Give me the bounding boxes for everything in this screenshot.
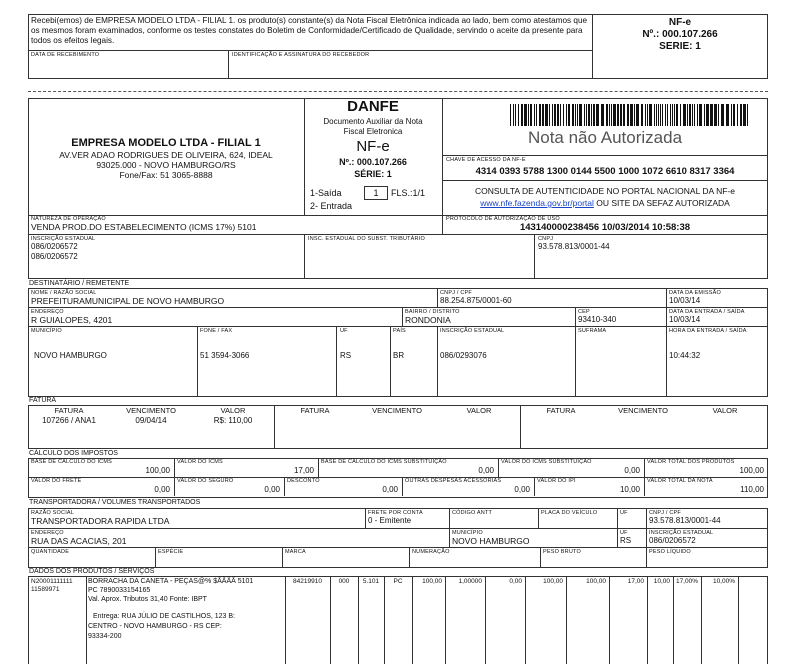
barcode-bar (617, 104, 619, 126)
prod-desc5: CENTRO - NOVO HAMBURGO - RS CEP: (88, 623, 222, 630)
produtos-col-div-11 (647, 576, 648, 664)
danfe-serie: SÉRIE: 1 (354, 169, 392, 179)
produtos-value-6: 0,00 (509, 578, 522, 585)
dest-v7 (390, 326, 391, 397)
transp-qtd-label: QUANTIDADE (31, 549, 70, 555)
barcode-bar (566, 104, 567, 126)
canhoto-text: Recebi(emos) de EMPRESA MODELO LTDA - FILIAL 1. os produto(s) constante(s) da Nota Fiscal Eletrônica indicada ao lado, bem como atestamos que os mesmos foram examinados, conforme os testes constates do Boletim de Conformidade/Certificado de Qualidade, servindo o aceite da presente para todos os efeitos legais. (31, 16, 588, 45)
produtos-col-div-13 (701, 576, 702, 664)
barcode-bar (654, 104, 655, 126)
barcode-bar (515, 104, 516, 126)
barcode-bar (584, 104, 585, 126)
dest-hora-label: HORA DA ENTRADA / SAÍDA (669, 328, 747, 334)
barcode-bar (593, 104, 595, 126)
transp-cnpj-label: CNPJ / CPF (649, 510, 681, 516)
identificacao-label: IDENTIFICAÇÃO E ASSINATURA DO RECEBEDOR (232, 52, 370, 58)
transp-v8 (409, 547, 410, 568)
produtos-col-div-5 (412, 576, 413, 664)
produtos-value-2: 5.101 (362, 578, 380, 585)
barcode-bar (672, 104, 673, 126)
barcode-bar (683, 104, 686, 126)
barcode-bar (557, 104, 559, 126)
produtos-value-12: 10,00% (712, 578, 735, 585)
portal-link[interactable]: www.nfe.fazenda.gov.br/portal (480, 198, 594, 208)
prod-desc2: PC 7890033154165 (88, 587, 151, 594)
barcode-bar (539, 104, 541, 126)
barcode-bar (743, 104, 746, 126)
fatura-header-7: VENCIMENTO (618, 406, 668, 415)
barcode-bar (641, 104, 643, 126)
dest-endereco: R GUIALOPES, 4201 (31, 315, 113, 325)
dest-ie-label: INSCRIÇÃO ESTADUAL (440, 328, 505, 334)
barcode-bar (647, 104, 648, 126)
barcode-bar (530, 104, 532, 126)
danfe-sub2: Fiscal Eletronica (343, 127, 403, 136)
barcode-bar (601, 104, 604, 126)
barcode-bar (609, 104, 610, 126)
prod-desc6: 93334-200 (88, 633, 122, 640)
transp-h1 (28, 528, 768, 529)
impostos-row1-label-4: VALOR TOTAL DOS PRODUTOS (647, 459, 735, 465)
barcode-bar (704, 104, 705, 126)
dest-cep-label: CEP (578, 309, 590, 315)
fatura-header-8: VALOR (712, 406, 738, 415)
barcode-bar (572, 104, 574, 126)
impostos-row2-value-0: 0,00 (154, 485, 170, 494)
barcode-bar (623, 104, 625, 126)
transp-v9 (540, 547, 541, 568)
impostos-row1-value-1: 17,00 (293, 466, 314, 475)
produtos-value-0: 84219910 (293, 578, 322, 585)
barcode-bar (706, 104, 709, 126)
dest-v1 (437, 288, 438, 307)
barcode-bar (568, 104, 570, 126)
impostos-row2-value-1: 0,00 (264, 485, 280, 494)
dest-cep: 93410-340 (578, 315, 617, 324)
transp-esp-label: ESPÉCIE (158, 549, 184, 555)
prod-desc4: Entrega: RUA JÚLIO DE CASTILHOS, 123 B: (93, 613, 235, 620)
danfe-numero: Nº.: 000.107.266 (339, 157, 407, 167)
barcode-bar (649, 104, 652, 126)
barcode-bar (747, 104, 748, 126)
barcode-bar (710, 104, 713, 126)
dest-h1 (28, 307, 768, 308)
barcode-bar (660, 104, 661, 126)
chave-label: CHAVE DE ACESSO DA NF-E (446, 157, 526, 163)
barcode-bar (510, 104, 511, 126)
transp-razao: TRANSPORTADORA RAPIDA LTDA (31, 516, 170, 526)
ie-value1: 086/0206572 (31, 242, 78, 251)
danfe-title: DANFE (347, 98, 399, 115)
natureza-label: NATUREZA DE OPERAÇÃO (31, 216, 106, 222)
barcode-bar (563, 104, 564, 126)
fatura-header-3: FATURA (300, 406, 330, 415)
ie-value2: 086/0206572 (31, 252, 78, 261)
impostos-row1-label-0: BASE DE CÁLCULO DO ICMS (31, 459, 113, 465)
impostos-row2-label-3: OUTRAS DESPESAS ACESSÓRIAS (405, 478, 502, 484)
transp-marca-label: MARCA (285, 549, 306, 555)
barcode-bar (606, 104, 608, 126)
prod-desc3: Val. Aprox. Tributos 31,40 Fonte: IBPT (88, 596, 207, 603)
barcode-bar (613, 104, 616, 126)
natureza-value: VENDA PROD.DO ESTABELECIMENTO (ICMS 17%) 5101 (31, 222, 257, 232)
transp-bruto-label: PESO BRUTO (543, 549, 581, 555)
canhoto-nfe: NF-e (668, 17, 692, 28)
barcode-bar (699, 104, 702, 126)
barcode-bar (689, 104, 691, 126)
produtos-col-div-8 (525, 576, 526, 664)
dest-v5 (197, 326, 198, 397)
transp-placa-label: PLACA DO VEÍCULO (541, 510, 598, 516)
produtos-value-11: 17,00% (675, 578, 698, 585)
barcode-bar (588, 104, 590, 126)
canhoto-divider2 (228, 50, 229, 79)
impostos-section: CÁLCULO DOS IMPOSTOS (29, 450, 118, 457)
produtos-col-div-12 (673, 576, 674, 664)
barcode-bar (740, 104, 742, 126)
dest-pais: BR (393, 351, 405, 360)
cut-line (28, 91, 768, 92)
produtos-col-div-3 (358, 576, 359, 664)
dest-cnpj-label: CNPJ / CPF (440, 290, 472, 296)
transp-v7 (282, 547, 283, 568)
impostos-row2-value-3: 0,00 (514, 485, 530, 494)
impostos-row2-label-4: VALOR DO IPI (537, 478, 576, 484)
impostos-row1-label-2: BASE DE CÁLCULO DO ICMS SUBSTITUIÇÃO (321, 459, 447, 465)
header-h2 (442, 180, 768, 181)
transp-ie-label: INSCRIÇÃO ESTADUAL (649, 530, 714, 536)
barcode-bar (575, 104, 576, 126)
danfe-tipo-box: 1 (364, 186, 388, 200)
barcode-bar (667, 104, 668, 126)
transp-endereco: RUA DAS ACACIAS, 201 (31, 536, 127, 546)
fatura-section: FATURA (29, 397, 57, 404)
barcode-bar (524, 104, 527, 126)
transp-municipio: NOVO HAMBURGO (452, 536, 530, 546)
produtos-col-div-10 (609, 576, 610, 664)
produtos-col-div-2 (330, 576, 331, 664)
data-recebimento-label: DATA DE RECEBIMENTO (31, 52, 100, 58)
ie-st-label: INSC. ESTADUAL DO SUBST. TRIBUTÁRIO (308, 236, 425, 242)
barcode (510, 104, 750, 126)
barcode-bar (676, 104, 678, 126)
transp-uf2-label: UF (620, 530, 628, 536)
barcode-bar (591, 104, 592, 126)
transp-v2 (449, 508, 450, 547)
dest-bairro: RONDONIA (405, 315, 451, 325)
fatura-vencimento: 09/04/14 (135, 416, 167, 425)
cnpj-emit-label: CNPJ (538, 236, 554, 242)
transp-liq-label: PESO LÍQUIDO (649, 549, 691, 555)
barcode-bar (674, 104, 675, 126)
barcode-bar (596, 104, 599, 126)
status-text: Nota não Autorizada (527, 128, 683, 147)
dest-nome-label: NOME / RAZÃO SOCIAL (31, 290, 97, 296)
produtos-value-8: 100,00 (586, 578, 606, 585)
transp-v5 (646, 508, 647, 568)
emitente-endereco: AV.VER ADAO RODRIGUES DE OLIVEIRA, 624, IDEAL (59, 150, 273, 160)
barcode-bar (521, 104, 523, 126)
dest-endereco-label: ENDEREÇO (31, 309, 64, 315)
produtos-value-3: PC (393, 578, 403, 585)
transp-v4 (617, 508, 618, 547)
dest-cnpj: 88.254.875/0001-60 (440, 296, 512, 305)
transp-antt-label: CÓDIGO ANTT (452, 510, 493, 516)
dest-section: DESTINATÁRIO / REMETENTE (29, 280, 130, 287)
barcode-bar (627, 104, 629, 126)
barcode-bar (536, 104, 537, 126)
dest-entrada: 10/03/14 (669, 315, 701, 324)
dest-nome: PREFEITURAMUNICIPAL DE NOVO HAMBURGO (31, 296, 225, 306)
impostos-row1-value-0: 100,00 (145, 466, 170, 475)
canhoto-divider (592, 14, 593, 79)
transp-section: TRANSPORTADORA / VOLUMES TRANSPORTADOS (29, 499, 201, 506)
produtos-col-div-14 (738, 576, 739, 664)
transp-v3 (538, 508, 539, 528)
barcode-bar (714, 104, 717, 126)
barcode-bar (534, 104, 535, 126)
produtos-col-div-9 (566, 576, 567, 664)
transp-uf-label: UF (620, 510, 628, 516)
fatura-header-0: FATURA (54, 406, 84, 415)
impostos-row2-label-2: DESCONTO (287, 478, 320, 484)
barcode-bar (662, 104, 663, 126)
produtos-value-7: 100,00 (543, 578, 563, 585)
barcode-bar (731, 104, 732, 126)
prod-desc1: BORRACHA DA CANETA - PEÇAS@% $ÃÃÃÃ 5101 (88, 578, 254, 585)
header-h3 (28, 215, 768, 216)
transp-v1 (365, 508, 366, 528)
header-h1 (442, 155, 768, 156)
dest-fone: 51 3594-3066 (200, 351, 250, 360)
danfe-entrada: 2- Entrada (310, 201, 353, 211)
header-div2 (442, 98, 443, 215)
dest-suframa-label: SUFRAMA (578, 328, 607, 334)
header-div1 (304, 98, 305, 215)
header-div4 (304, 234, 305, 279)
dest-hora: 10:44:32 (669, 351, 701, 360)
impostos-row2-label-0: VALOR DO FRETE (31, 478, 82, 484)
chave-value: 4314 0393 5788 1300 0144 5500 1000 1072 6610 8317 3364 (475, 166, 735, 177)
produtos-value-9: 17,00 (627, 578, 644, 585)
canhoto-numero: Nº.: 000.107.266 (642, 29, 718, 40)
danfe-saida: 1-Saída (310, 188, 342, 198)
transp-v6 (155, 547, 156, 568)
impostos-row2-label-5: VALOR TOTAL DA NOTA (647, 478, 713, 484)
barcode-bar (579, 104, 582, 126)
emitente-nome: EMPRESA MODELO LTDA - FILIAL 1 (71, 137, 261, 149)
dest-emissao: 10/03/14 (669, 296, 701, 305)
canhoto-serie: SERIE: 1 (659, 41, 701, 52)
cnpj-emit-value: 93.578.813/0001-44 (538, 242, 610, 251)
barcode-bar (586, 104, 587, 126)
transp-mun-label: MUNICÍPIO (452, 530, 483, 536)
danfe-nfe: NF-e (356, 138, 390, 155)
barcode-bar (630, 104, 633, 126)
impostos-row2-value-4: 10,00 (619, 485, 640, 494)
produtos-section: DADOS DOS PRODUTOS / SERVIÇOS (29, 568, 155, 575)
barcode-bar (694, 104, 695, 126)
barcode-bar (549, 104, 550, 126)
transp-razao-label: RAZÃO SOCIAL (31, 510, 75, 516)
protocolo-value: 143140000238456 10/03/2014 10:58:38 (519, 222, 691, 233)
impostos-row1-label-3: VALOR DO ICMS SUBSTITUIÇÃO (501, 459, 592, 465)
barcode-bar (670, 104, 671, 126)
protocolo-label: PROTOCOLO DE AUTORIZAÇÃO DE USO (446, 216, 560, 222)
barcode-bar (665, 104, 666, 126)
produtos-value-4: 100,00 (422, 578, 442, 585)
ie-label: INSCRIÇÃO ESTADUAL (31, 236, 96, 242)
barcode-bar (656, 104, 657, 126)
barcode-bar (560, 104, 561, 126)
produtos-value-10: 10,00 (653, 578, 670, 585)
barcode-bar (513, 104, 514, 126)
produtos-col-div-7 (485, 576, 486, 664)
transp-ie: 086/0206572 (649, 536, 696, 545)
barcode-bar (697, 104, 698, 126)
barcode-bar (554, 104, 556, 126)
transp-frete-label: FRETE POR CONTA (368, 510, 423, 516)
produtos-value-1: 000 (338, 578, 350, 585)
produtos-col-div-1 (285, 576, 286, 664)
impostos-row1-value-3: 0,00 (624, 466, 640, 475)
dest-h2 (28, 326, 768, 327)
barcode-bar (542, 104, 544, 126)
barcode-bar (680, 104, 681, 126)
produtos-col-div-6 (445, 576, 446, 664)
fatura-valor: R$: 110,00 (213, 416, 253, 425)
barcode-bar (692, 104, 693, 126)
fatura-header-2: VALOR (220, 406, 246, 415)
consulta-line1: CONSULTA DE AUTENTICIDADE NO PORTAL NACIONAL DA NF-e (475, 186, 735, 196)
barcode-bar (528, 104, 529, 126)
dest-entrada-label: DATA DA ENTRADA / SAÍDA (669, 309, 745, 315)
fatura-numero: 107266 / ANA1 (42, 416, 96, 425)
dest-municipio-label: MUNICÍPIO (31, 328, 62, 334)
impostos-row1-value-4: 100,00 (739, 466, 764, 475)
transp-num-label: NUMERAÇÃO (412, 549, 450, 555)
fatura-header-6: FATURA (546, 406, 576, 415)
impostos-row1-label-1: VALOR DO ICMS (177, 459, 223, 465)
dest-v6 (336, 326, 337, 397)
fatura-header-1: VENCIMENTO (126, 406, 176, 415)
dest-bairro-label: BAIRRO / DISTRITO (405, 309, 460, 315)
transp-frete: 0 - Emitente (368, 516, 412, 525)
impostos-row1-value-2: 0,00 (478, 466, 494, 475)
dest-uf-label: UF (340, 328, 348, 334)
barcode-bar (645, 104, 646, 126)
dest-pais-label: PAÍS (393, 328, 406, 334)
barcode-bar (634, 104, 635, 126)
dest-v4 (575, 307, 576, 397)
fatura-header-4: VENCIMENTO (372, 406, 422, 415)
danfe-fls: FLS.:1/1 (391, 188, 426, 198)
fatura-header-5: VALOR (466, 406, 492, 415)
barcode-bar (620, 104, 622, 126)
emitente-fone: Fone/Fax: 51 3065-8888 (119, 170, 213, 180)
barcode-bar (721, 104, 724, 126)
barcode-bar (552, 104, 553, 126)
barcode-bar (687, 104, 688, 126)
produtos-col-div-0 (86, 576, 87, 664)
barcode-bar (577, 104, 578, 126)
header-div3 (442, 215, 443, 234)
barcode-bar (636, 104, 639, 126)
dest-v2 (666, 288, 667, 397)
transp-end-label: ENDEREÇO (31, 530, 64, 536)
transp-uf: RS (620, 536, 632, 545)
transp-cnpj: 93.578.813/0001-44 (649, 516, 721, 525)
dest-municipio: NOVO HAMBURGO (34, 351, 107, 360)
barcode-bar (718, 104, 719, 126)
prod-codigo1: N20001111111 (31, 578, 73, 585)
produtos-value-5: 1,00000 (458, 578, 482, 585)
barcode-bar (658, 104, 659, 126)
dest-uf: RS (340, 351, 352, 360)
canhoto-hline (28, 50, 592, 51)
barcode-bar (611, 104, 612, 126)
header-h4 (28, 234, 768, 235)
dest-emissao-label: DATA DA EMISSÃO (669, 290, 722, 296)
transp-h2 (28, 547, 768, 548)
barcode-bar (545, 104, 548, 126)
prod-codigo2: 11589971 (31, 586, 60, 593)
emitente-cidade: 93025.000 - NOVO HAMBURGO/RS (96, 160, 236, 170)
danfe-sub1: Documento Auxiliar da Nota (323, 117, 423, 126)
impostos-row2-value-2: 0,00 (382, 485, 398, 494)
barcode-bar (733, 104, 735, 126)
barcode-bar (726, 104, 729, 126)
dest-v8 (437, 326, 438, 397)
consulta-line2 (444, 198, 766, 208)
produtos-col-div-4 (384, 576, 385, 664)
consulta-sefaz: OU SITE DA SEFAZ AUTORIZADA (596, 198, 730, 208)
impostos-row2-label-1: VALOR DO SEGURO (177, 478, 234, 484)
barcode-bar (518, 104, 519, 126)
dest-fone-label: FONE / FAX (200, 328, 233, 334)
dest-ie: 086/0293076 (440, 351, 487, 360)
dest-v3 (402, 307, 403, 326)
impostos-row2-value-5: 110,00 (740, 485, 764, 494)
barcode-bar (737, 104, 738, 126)
header-div5 (534, 234, 535, 279)
